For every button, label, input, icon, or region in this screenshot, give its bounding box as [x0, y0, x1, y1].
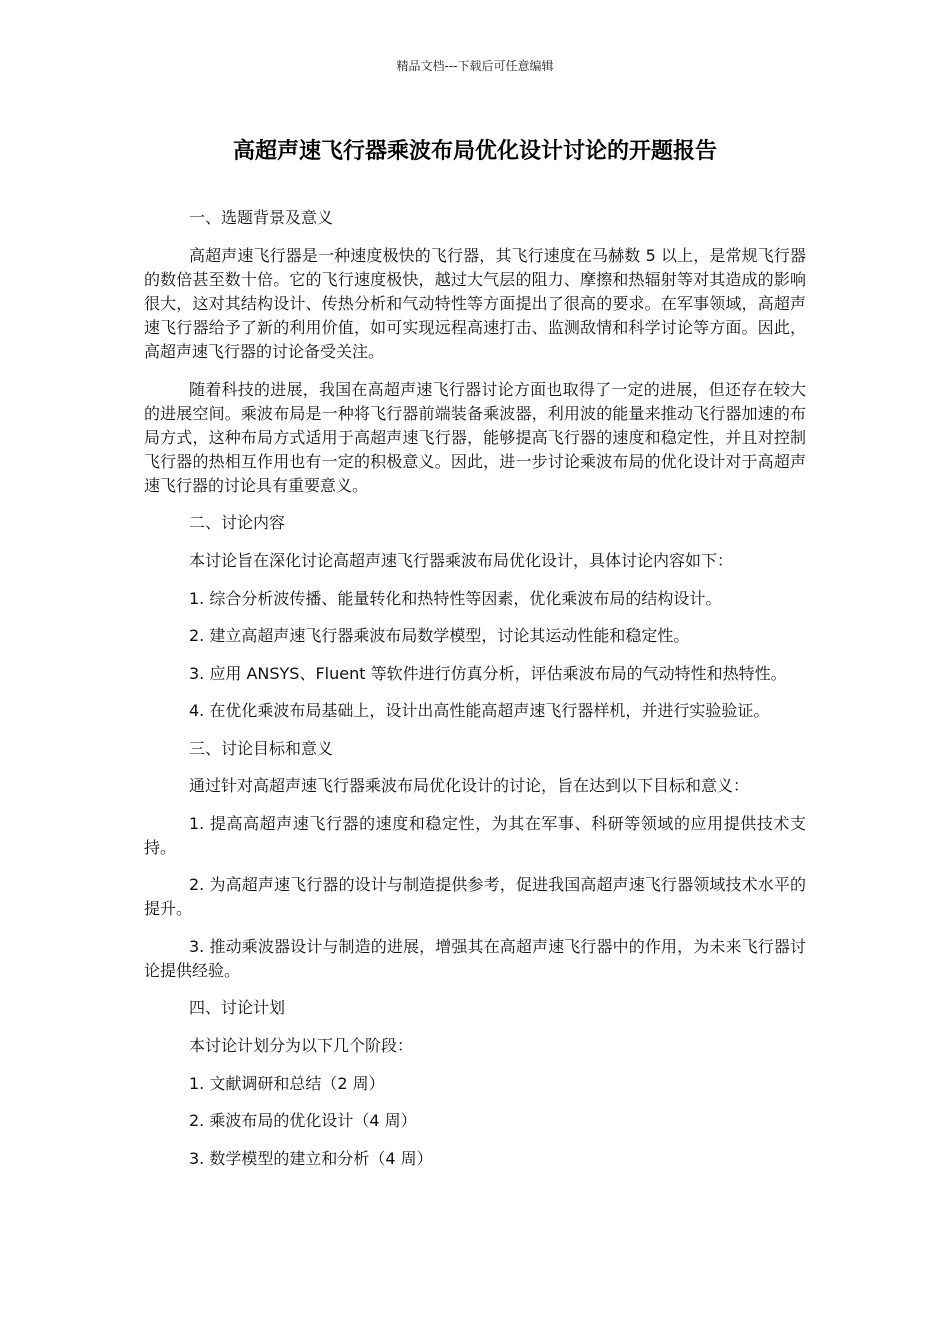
list-item: 4. 在优化乘波布局基础上，设计出高性能高超声速飞行器样机，并进行实验验证。 — [189, 701, 770, 721]
list-item: 1. 文献调研和总结（2 周） — [189, 1073, 385, 1093]
section-heading: 四、讨论计划 — [189, 998, 286, 1018]
document-body — [144, 206, 806, 1184]
section-heading: 三、讨论目标和意义 — [189, 738, 334, 758]
body-paragraph: 高超声速飞行器是一种速度极快的飞行器，其飞行速度在马赫数 5 以上，是常规飞行器的数倍甚至数十倍。它的飞行速度极快，越过大气层的阻力、摩擦和热辐射等对其造成的影响很大，这对其结构设计、传热分析和气动特性等方面提出了很高的要求。在军事领域，高超声速飞行器给予了新的利用价值，如可实现远程高速打击、监测敌情和科学讨论等方面。因此，高超声速飞行器的讨论备受关注。 — [144, 245, 806, 362]
body-paragraph: 本讨论旨在深化讨论高超声速飞行器乘波布局优化设计，具体讨论内容如下： — [189, 551, 734, 571]
body-paragraph: 本讨论计划分为以下几个阶段： — [189, 1036, 414, 1056]
list-item: 2. 建立高超声速飞行器乘波布局数学模型，讨论其运动性能和稳定性。 — [189, 626, 690, 646]
body-paragraph: 通过针对高超声速飞行器乘波布局优化设计的讨论，旨在达到以下目标和意义： — [189, 776, 750, 796]
header-note: 精品文档---下载后可任意编辑 — [396, 59, 554, 73]
list-item: 2. 乘波布局的优化设计（4 周） — [189, 1111, 417, 1131]
list-item: 1. 提高高超声速飞行器的速度和稳定性，为其在军事、科研等领域的应用提供技术支持。 — [144, 813, 806, 857]
list-item: 2. 为高超声速飞行器的设计与制造提供参考，促进我国高超声速飞行器领域技术水平的提升。 — [144, 875, 806, 919]
list-item: 1. 综合分析波传播、能量转化和热特性等因素，优化乘波布局的结构设计。 — [189, 588, 722, 608]
section-heading: 一、选题背景及意义 — [189, 208, 334, 227]
document-title: 高超声速飞行器乘波布局优化设计讨论的开题报告 — [232, 139, 717, 164]
list-item: 3. 应用 ANSYS、Fluent 等软件进行仿真分析，评估乘波布局的气动特性和热特性。 — [189, 663, 787, 683]
body-paragraph: 随着科技的进展，我国在高超声速飞行器讨论方面也取得了一定的进展，但还存在较大的进展空间。乘波布局是一种将飞行器前端装备乘波器，利用波的能量来推动飞行器加速的布局方式，这种布局方式适用于高超声速飞行器，能够提高飞行器的速度和稳定性，并且对控制飞行器的热相互作用也有一定的积极意义。因此，进一步讨论乘波布局的优化设计对于高超声速飞行器的讨论具有重要意义。 — [144, 379, 806, 495]
list-item: 3. 数学模型的建立和分析（4 周） — [189, 1148, 433, 1168]
list-item: 3. 推动乘波器设计与制造的进展，增强其在高超声速飞行器中的作用，为未来飞行器讨论提供经验。 — [144, 936, 806, 980]
section-heading: 二、讨论内容 — [189, 513, 286, 533]
